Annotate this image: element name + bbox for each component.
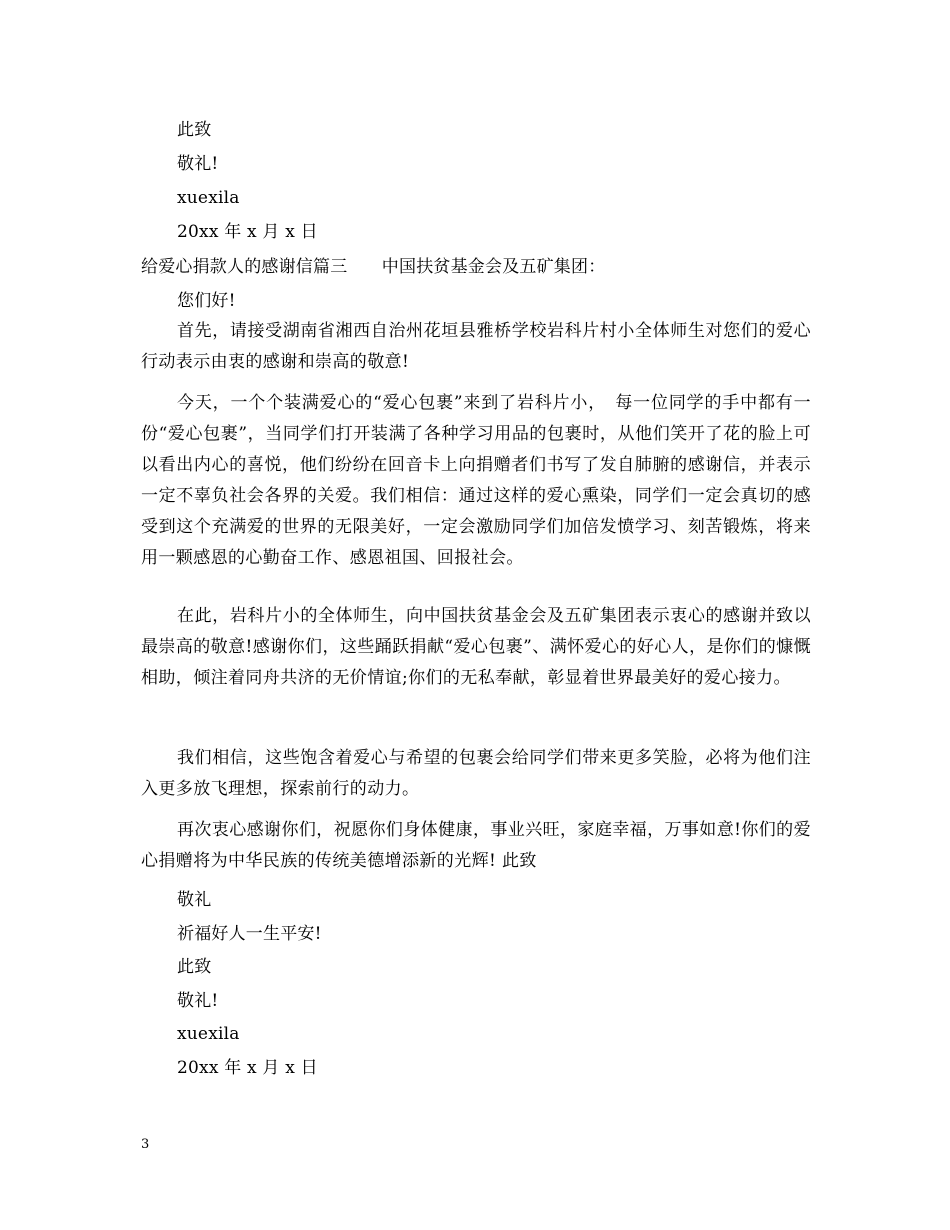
closing-ci-zhi-2: 此致 — [177, 957, 212, 977]
closing-jing-li-2: 敬礼! — [177, 991, 219, 1011]
letter-heading: 给爱心捐款人的感谢信篇三 中国扶贫基金会及五矿集团： — [141, 257, 606, 277]
signature-2: xuexila — [177, 1024, 240, 1044]
closing-jing-li: 敬礼! — [177, 154, 219, 174]
blessing-line: 祈福好人一生平安! — [177, 924, 322, 944]
signature: xuexila — [177, 188, 240, 208]
closing-ci-zhi: 此致 — [177, 120, 212, 140]
paragraph-4: 我们相信，这些饱含着爱心与希望的包裹会给同学们带来更多笑脸，必将为他们注入更多放飞理想，探索前行的动力。 — [141, 748, 811, 799]
date-line-2: 20xx 年 x 月 x 日 — [177, 1058, 318, 1078]
paragraph-3: 在此，岩科片小的全体师生，向中国扶贫基金会及五矿集团表示衷心的感谢并致以最崇高的敬意!感谢你们，这些踊跃捐献“爱心包裹”、满怀爱心的好心人，是你们的慷慨相助，倾注着同舟共济的无价情谊;你们的无私奉献，彰显着世界最美好的爱心接力。 — [141, 606, 811, 688]
paragraph-2: 今天，一个个装满爱心的“爱心包裹”来到了岩科片小， 每一位同学的手中都有一份“爱心包裹”，当同学们打开装满了各种学习用品的包裹时，从他们笑开了花的脸上可以看出内心的喜悦，他们纷纷在回音卡上向捐赠者们书写了发自肺腑的感谢信，并表示一定不辜负社会各界的关爱。我们相信：通过这样的爱心熏染，同学们一定会真切的感受到这个充满爱的世界的无限美好，一定会激励同学们加倍发愤学习、刻苦锻炼，将来用一颗感恩的心勤奋工作、感恩祖国、回报社会。 — [141, 393, 811, 568]
greeting: 您们好! — [177, 291, 236, 311]
paragraph-1: 首先，请接受湖南省湘西自治州花垣县雅桥学校岩科片村小全体师生对您们的爱心行动表示由衷的感谢和崇高的敬意! — [141, 321, 811, 372]
paragraph-5: 再次衷心感谢你们，祝愿你们身体健康，事业兴旺，家庭幸福，万事如意!你们的爱心捐赠将为中华民族的传统美德增添新的光辉! 此致 — [141, 820, 811, 871]
closing-jing-li-plain: 敬礼 — [177, 890, 212, 910]
date-line: 20xx 年 x 月 x 日 — [177, 222, 318, 242]
page-number: 3 — [141, 1137, 150, 1152]
